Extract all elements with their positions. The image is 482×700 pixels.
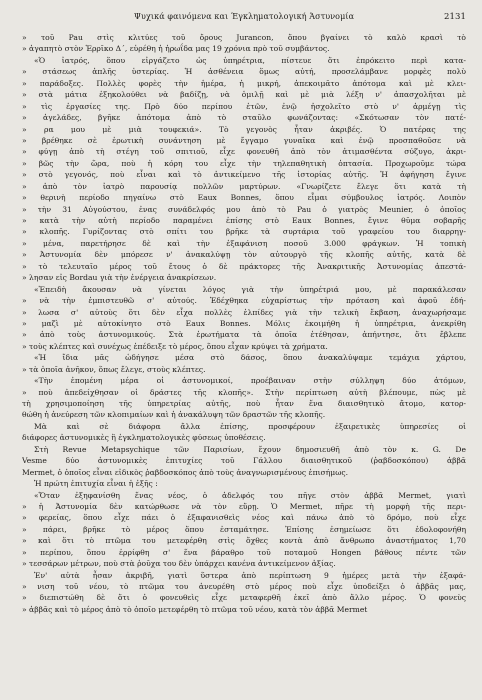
text-line: » λωσα σ' αὐτοὺς ὅτι δὲν εἶχα πολλὲς ἐλπίδες γιὰ τὴν τελικὴ ἔκβαση, ἀναχωρήσαμε	[22, 307, 466, 317]
text-line: » φύγῃ ἀπὸ τὴ στέγη τοῦ σπιτιοῦ, εἶχε φονευθῆ ἀπὸ τὸν ἀτιμασθέντα σύζυγο, ἀκρι-	[22, 147, 466, 157]
text-line: » περίπου, ὅπου ἐρρίφθη σ' ἕνα βάραθρο τοῦ ποταμοῦ Hongen βάθους πέντε τῶν	[22, 547, 466, 557]
text-line: » ποὺ ἀπεδείχθησαν οἱ δράστες τῆς κλοπῆς». Στὴν περίπτωση αὐτὴ βλέπουμε, πὼς μὲ	[22, 387, 466, 397]
text-line: Ἐν' αὐτὰ ἦσαν ἀκριβῆ, γιατὶ ὕστερα ἀπὸ περίπτωση 9 ἡμέρες μετὰ τὴν ἐξαφά-	[34, 570, 466, 580]
text-line: Mermet, ὁ ὁποῖος εἶναι εἰδικὸς ῥαβδοσκόπος ἀπὸ τοὺς ἀναγνωρισμένους ἐπισήμως.	[22, 467, 349, 477]
running-title: Ψυχικά φαινόμενα και Έγκληματολογική Άστυνομία	[133, 12, 355, 21]
text-line: » λησαν εἰς Bordau γιὰ τὴν ἐνέργεια ἀνακρίσεων.	[22, 273, 217, 283]
text-line: » ἡ Ἀστυνομία δὲν κατώρθωσε νὰ τὸν εὕρῃ. Ὁ Mermet, πῆρε τὴ μορφὴ τῆς περι-	[22, 501, 466, 511]
text-line: » κλοπῆς. Γυρίζοντας στὸ σπίτι του βρῆκε τὰ συρτάρια τοῦ γραφείου του διαρρηγ-	[22, 227, 466, 237]
text-line: » νὰ τὴν ἐμπιστευθῶ σ' αὐτούς. Ἐδέχθηκα εὐχαρίστως τὴν πρόταση καὶ ἀφοῦ ἐδή-	[22, 296, 466, 306]
text-line: » τεσσάρων μέτρων, ποὺ στὰ ῥοῦχα του δὲν ὑπάρχει κανένα ἀντικείμενον ἀξίας.	[22, 559, 336, 569]
text-line: » ρα μου μὲ μιὰ τουφεκιά». Τὸ γεγονὸς ἦταν ἀκριβές. Ὁ πατέρας της	[22, 124, 466, 134]
text-line: » φερείας, ὅπου εἶχε πάει ὁ ἐξαφανισθεὶς νέος καὶ πάνω ἀπὸ τὸ δρόμο, ποὺ εἶχε	[22, 513, 466, 523]
text-line: » κατὰ τὴν αὐτὴ περίοδο παραμένει ἐπίσης στὸ Eaux Bonnes, ἔγινε θῦμα σοβαρῆς	[22, 216, 466, 225]
page-number: 2131	[443, 12, 466, 22]
text-line: «Ἡ ἴδια μᾶς ὡδήγησε μέσα στὸ δάσος, ὅπου ἀνακαλύψαμε τεμάχια χάρτου,	[34, 353, 466, 363]
text-line: » βρέθηκε σὲ ἐρωτικὴ συνάντηση μὲ ἔγγαμο γυναῖκα καὶ ἐνῷ προσπαθοῦσε νὰ	[22, 135, 466, 145]
text-line: » πάρει, βρῆκε τὸ μέρος ὅπου ἐσταμάτησε. Ἐπίσης ἐσημείωσε ὅτι ἐδολοφονήθη	[22, 524, 466, 534]
text-line: » θερινὴ περίοδο πηγαίνω στὸ Eaux Bonnes, ὅπου εἶμαι σύμβουλος ἰατρός. Λοιπὸν	[22, 193, 466, 203]
text-line: » ἀγελάδες, βγῆκε ἀπότομα ἀπὸ τὸ σταῦλο φωνάζοντας: «Σκότωσαν τὸν πατέ-	[22, 113, 466, 123]
text-line: θώθη ἡ ἀνεύρεση τῶν κλοπιμαίων καὶ ἡ ἀνακάλυψη τῶν δραστῶν τῆς κλοπῆς.	[22, 410, 326, 420]
text-line: διάφορες ἀστυνομικὲς ἢ ἐγκληματολογικὲς φύσεως ὑποθέσεις.	[22, 433, 266, 443]
text-line: «Ὅταν ἐξηφανίσθη ἕνας νέος, ὁ ἀδελφός του πῆγε στὸν ἀββᾶ Mermet, γιατὶ	[34, 490, 466, 500]
text-line: » στὰ μάτια ἐξηκολούθει νὰ βαδίζῃ, νὰ ὁμιλῇ καὶ μὲ μιὰ λέξη ν' ἀπασχολῆται μὲ	[22, 90, 466, 100]
text-line: » τοὺς κλέπτες καὶ συνέχως ἐπέδειξε τὸ μέρος, ὅπου εἶχαν κρύψει τὰ χρήματα.	[22, 341, 328, 351]
running-header	[22, 9, 466, 25]
text-line: Ἡ πρώτη ἐπιτυχία εἶναι ἡ ἑξῆς :	[34, 479, 158, 489]
text-line: » τοῦ Pau στὶς κλιτύες τοῦ ὄρους Jurancon, ὅπου βγαίνει τὸ καλὸ κρασὶ τὸ	[22, 33, 466, 42]
text-line: » παράδοξες. Πολλὲς φορὲς τὴν ἡμέρα, ἡ μικρή, ἀπεκοιμᾶτο ἀπότομα καὶ μὲ κλει-	[22, 78, 466, 88]
text-line: «Ἐπειδὴ ἄκουσαν νὰ γίνεται λόγος γιὰ τὴν ὑπηρέτριά μου, μὲ παρακάλεσαν	[34, 284, 466, 294]
text-line: » Ἀστυνομία δὲν μπόρεσε ν' ἀνακαλύψῃ τὸν αὐτουργὸ τῆς κλοπῆς αὐτῆς, κατὰ δὲ	[22, 250, 466, 260]
text-line: » ἀββᾶς καὶ τὸ μέρος ἀπὸ τὸ ὁποῖο μετεφέρθη τὸ πτῶμα τοῦ νέου, κατὰ τὸν ἀββᾶ Mermet	[22, 604, 368, 614]
text-line: » στὸ γεγονός, ποὺ εἶναι καὶ τὸ ἀντικείμενο τῆς ἱστορίας αὐτῆς. Ἡ ἀφήγηση ἔγινε	[22, 170, 466, 180]
text-line: τὴ χρησιμοποίηση τῆς ὑπηρετρίας αὐτῆς, ποὺ ἦταν ἕνα διαισθητικὸ ἄτομο, κατορ-	[22, 399, 466, 408]
text-line: «Ὁ ἰατρός, ὅπου εἰργάζετο ὡς ὑπηρέτρια, πίστευε ὅτι ἐπρόκειτο περὶ κατα-	[34, 55, 466, 65]
text-line: » μαζὶ μὲ αὐτοκίνητο στὸ Eaux Bonnes. Μόλις ἐκοιμήθη ἡ ὑπηρέτρια, ἀνεκρίθη	[22, 318, 466, 328]
text-line: » στάσεως ἁπλῆς ὑστερίας. Ἡ ἀσθένεια ὅμως αὐτή, προσελάμβανε μορφὲς πολὺ	[22, 67, 466, 77]
text-line: » τὰ ὁποῖα ἀνῆκον, ὅπως ἔλεγε, στοὺς κλέπτες.	[22, 364, 206, 374]
text-line: » τὸ τελευταῖο μέρος τοῦ ἔτους ὁ δὲ πράκτορες τῆς Ἀνακριτικῆς Ἀστυνομίας ἀπεστά-	[22, 261, 466, 271]
text-line: » μένα, παρετήρησε δὲ καὶ τὴν ἐξαφάνιση ποσοῦ 3.000 φράγκων. Ἡ τοπικὴ	[22, 238, 466, 248]
text-line: «Τὴν ἐπομένη μέρα οἱ ἀστυνομικοί, προέβαιναν στὴν σύλληψη δύο ἀτόμων,	[34, 376, 466, 386]
text-line: Στὴ Revue Metapsychique τῶν Παρισίων, ἔχουν δημοσιευθῆ ἀπὸ τὸν κ. G. De	[34, 444, 466, 454]
text-line: » βῶς τὴν ὥρα, ποὺ ἡ κόρη του εἶχε τὴν τηλεπαθητικὴ ὀπτασία. Προχωροῦμε τώρα	[22, 158, 466, 168]
text-line: Μὰ καὶ σὲ διάφορα ἄλλα ἐπίσης, προσφέρουν ἐξαιρετικὲς ὑπηρεσίες οἱ	[34, 421, 466, 431]
body-text	[22, 32, 466, 615]
text-line: » διεπιστώθη δὲ ὅτι ὁ φονευθεὶς εἶχε μεταφερθῆ ἐκεῖ ἀπὸ ἄλλο μέρος. Ὁ φονεὺς	[22, 593, 466, 603]
text-line: » καὶ ὅτι τὸ πτῶμα του μετεφέρθη στὶς ὄχθες κοντὰ ἀπὸ ἄνθρωπο ἀναστήματος 1,70	[22, 536, 466, 546]
text-line: » νιση τοῦ νέου, τὸ πτῶμα του ἀνευρέθη στὸ μέρος ποὺ εἶχε ὑποδείξει ὁ ἀββᾶς μας,	[22, 582, 466, 591]
text-line: » ἀπὸ τὸν ἰατρὸ παρουσίᾳ πολλῶν μαρτύρων. «Γνωρίζετε ἔλεγε ὅτι κατὰ τὴ	[22, 181, 466, 191]
text-line: Vesme δύο ἀστυνομικὲς ἐπιτυχίες τοῦ Γάλλου διαισθητικοῦ (ῥαβδοσκόπου) ἀββᾶ	[22, 456, 466, 466]
text-line: » τὴν 31 Αὐγούστου, ἐνας συνάδελφός μου ἀπὸ τὸ Pau ὁ γιατρὸς Meunier, ὁ ὁποῖος	[22, 204, 466, 214]
text-line: » ἀπὸ τοὺς ἀστυνομικούς. Στὰ ἐρωτήματα τὰ ὁποῖα ἐτέθησαν, ἀπήντησε, ὅτι ἔβλεπε	[22, 330, 466, 340]
text-line: » τὶς ἐργασίες της. Πρὸ δύο περίπου ἐτῶν, ἐνῷ ἠσχολεῖτο στὸ ν' ἀρμέγῃ τὶς	[22, 101, 466, 111]
text-line: » ἀγαπητὸ στὸν Ἑρρῖκο Δ΄, εὑρέθη ἡ ἠρωΐδα μας 19 χρόνια πρὸ τοῦ συμβάντος.	[22, 44, 330, 54]
